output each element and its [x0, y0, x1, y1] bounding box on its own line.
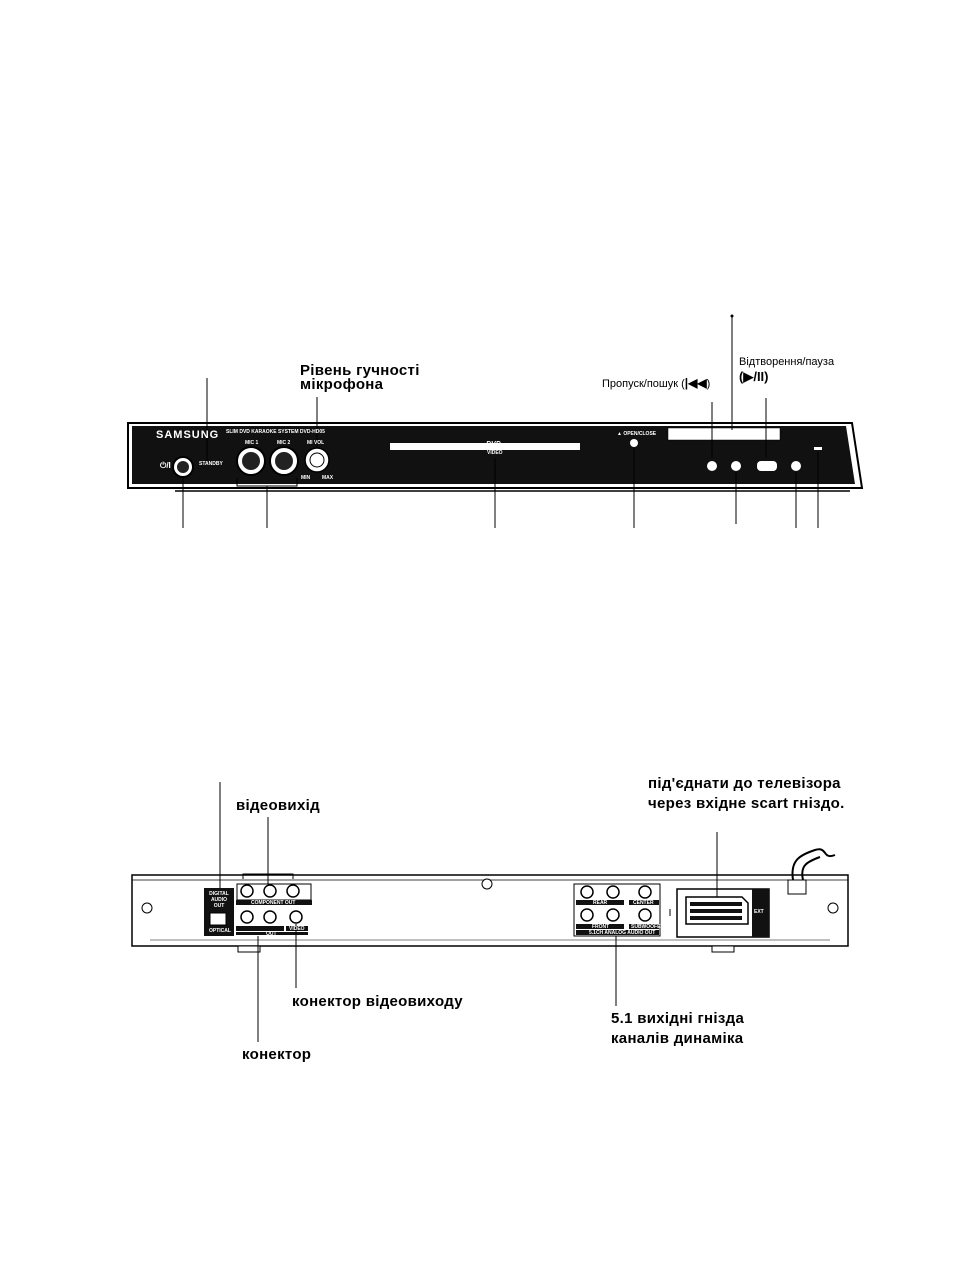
mic-vol-label: MI VOL: [307, 440, 325, 446]
stop-button[interactable]: [731, 461, 741, 471]
mic-max-label: MAX: [322, 475, 334, 481]
connector-label: конектор: [242, 1046, 312, 1063]
skip-forward-button[interactable]: [791, 461, 801, 471]
component-pb-jack[interactable]: [264, 885, 276, 897]
analog-audio-out-label: 5.1CH ANALOG AUDIO OUT: [589, 930, 656, 936]
optical-jack[interactable]: [210, 913, 226, 925]
component-pr-jack[interactable]: [287, 885, 299, 897]
video-label: VIDEO: [289, 926, 305, 932]
speaker-jacks-label-line2: каналів динаміка: [611, 1030, 744, 1047]
open-close-button[interactable]: [630, 439, 638, 447]
power-icon: ⏻/I: [160, 461, 171, 470]
component-out-label: COMPONENT OUT: [251, 900, 296, 906]
center-label: CENTER: [633, 900, 654, 906]
dvd-logo: DVD: [486, 441, 501, 448]
play-pause-button[interactable]: [757, 461, 777, 471]
brand-logo: SAMSUNG: [156, 429, 220, 441]
center-jack[interactable]: [639, 886, 651, 898]
front-panel: [128, 315, 862, 529]
rear-left-jack[interactable]: [581, 886, 593, 898]
ext-label: EXT: [754, 909, 764, 915]
dvd-video-logo: VIDEO: [487, 450, 503, 456]
scart-label-line2: через вхідне scart гніздо.: [648, 795, 845, 812]
disc-tray-slot[interactable]: [390, 443, 580, 450]
video-out-connector-label: конектор відеовиходу: [292, 993, 463, 1010]
skip-search-close: ): [706, 378, 711, 390]
mic-min-label: MIN: [301, 475, 311, 481]
video-out-label: відеовихід: [236, 797, 320, 814]
component-y-jack[interactable]: [241, 885, 253, 897]
skip-search-text: Пропуск/пошук (: [602, 378, 685, 390]
subwoofer-label: SUBWOOFER: [631, 924, 665, 930]
front-left-jack[interactable]: [581, 909, 593, 921]
play-pause-label: Відтворення/пауза: [739, 356, 835, 368]
screw-icon: [828, 903, 838, 913]
skip-back-button[interactable]: [707, 461, 717, 471]
mic1-label: MIC 1: [245, 440, 259, 446]
audio-left-jack[interactable]: [241, 911, 253, 923]
rear-panel: [132, 782, 848, 1042]
mic2-label: MIC 2: [277, 440, 291, 446]
open-close-label: ▲ OPEN/CLOSE: [617, 431, 657, 437]
play-pause-icon: (▶/II): [739, 369, 769, 384]
front-channel-label: FRONT: [592, 924, 610, 930]
rear-right-jack[interactable]: [607, 886, 619, 898]
display-window: [668, 428, 780, 440]
screw-icon: [142, 903, 152, 913]
mic-volume-label-line1: Рівень гучності: [300, 362, 420, 379]
video-out-jack[interactable]: [290, 911, 302, 923]
skip-search-label: [602, 376, 710, 390]
optical-label: OPTICAL: [209, 928, 231, 934]
mic-volume-label-line2: мікрофона: [300, 376, 384, 393]
usb-port[interactable]: [814, 447, 822, 450]
standby-label: STANDBY: [199, 461, 223, 467]
scart-label-line1: під'єднати до телевізора: [648, 775, 841, 792]
speaker-jacks-label-line1: 5.1 вихідні гнізда: [611, 1010, 745, 1027]
model-text: SLIM DVD KARAOKE SYSTEM DVD-HD05: [226, 429, 325, 435]
screw-icon: [482, 879, 492, 889]
digital-audio-out-label: DIGITAL AUDIO OUT: [209, 891, 229, 909]
front-right-jack[interactable]: [607, 909, 619, 921]
audio-out-label: OUT: [266, 931, 277, 937]
audio-right-jack[interactable]: [264, 911, 276, 923]
subwoofer-jack[interactable]: [639, 909, 651, 921]
rear-channel-label: REAR: [593, 900, 608, 906]
skip-back-icon: |◀◀: [684, 376, 707, 390]
